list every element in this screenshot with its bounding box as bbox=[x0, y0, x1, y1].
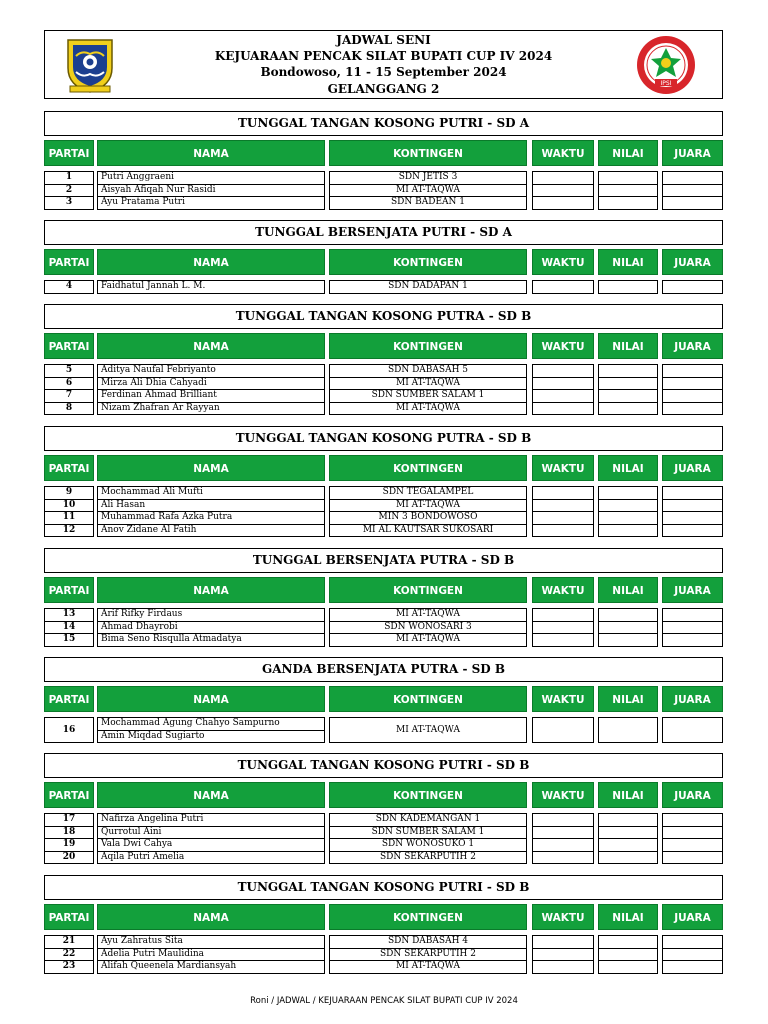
juara-cell bbox=[662, 621, 723, 635]
juara-cell bbox=[662, 280, 723, 294]
column-header-kontingen: KONTINGEN bbox=[329, 140, 527, 166]
column-header-partai: PARTAI bbox=[44, 455, 94, 481]
nilai-cell bbox=[598, 364, 658, 378]
athlete-name: Anov Zidane Al Fatih bbox=[97, 524, 325, 538]
event-name: KEJUARAAN PENCAK SILAT BUPATI CUP IV 2024 bbox=[214, 49, 553, 63]
nilai-cell bbox=[598, 621, 658, 635]
contingent-name: MI AT-TAQWA bbox=[329, 717, 527, 743]
column-header-juara: JUARA bbox=[662, 686, 723, 712]
nilai-cell bbox=[598, 717, 658, 743]
juara-cell bbox=[662, 717, 723, 743]
juara-cell bbox=[662, 633, 723, 647]
nilai-cell bbox=[598, 948, 658, 962]
partai-number: 19 bbox=[44, 838, 94, 852]
doc-title: JADWAL SENI bbox=[336, 33, 431, 47]
partai-number: 21 bbox=[44, 935, 94, 949]
partai-number: 15 bbox=[44, 633, 94, 647]
column-header-juara: JUARA bbox=[662, 455, 723, 481]
partai-number: 7 bbox=[44, 389, 94, 403]
column-header-partai: PARTAI bbox=[44, 333, 94, 359]
column-header-waktu: WAKTU bbox=[532, 333, 594, 359]
contingent-name: SDN TEGALAMPEL bbox=[329, 486, 527, 500]
partai-number: 23 bbox=[44, 960, 94, 974]
column-header-kontingen: KONTINGEN bbox=[329, 686, 527, 712]
waktu-cell bbox=[532, 813, 594, 827]
column-header-waktu: WAKTU bbox=[532, 686, 594, 712]
contingent-name: MIN 3 BONDOWOSO bbox=[329, 511, 527, 525]
athlete-name: Aqila Putri Amelia bbox=[97, 851, 325, 865]
waktu-cell bbox=[532, 717, 594, 743]
contingent-name: SDN KADEMANGAN 1 bbox=[329, 813, 527, 827]
column-header-nilai: NILAI bbox=[598, 249, 658, 275]
juara-cell bbox=[662, 499, 723, 513]
page-footer: Roni / JADWAL / KEJUARAAN PENCAK SILAT BUPATI CUP IV 2024 bbox=[250, 996, 518, 1006]
contingent-name: SDN DABASAH 5 bbox=[329, 364, 527, 378]
waktu-cell bbox=[532, 960, 594, 974]
column-header-kontingen: KONTINGEN bbox=[329, 455, 527, 481]
waktu-cell bbox=[532, 633, 594, 647]
juara-cell bbox=[662, 524, 723, 538]
ipsi-logo-text: IPSI bbox=[660, 80, 672, 87]
column-header-kontingen: KONTINGEN bbox=[329, 904, 527, 930]
partai-number: 14 bbox=[44, 621, 94, 635]
athlete-name: Aisyah Afiqah Nur Rasidi bbox=[97, 184, 325, 198]
document-header bbox=[44, 30, 723, 99]
nilai-cell bbox=[598, 389, 658, 403]
athlete-name: Ayu Pratama Putri bbox=[97, 196, 325, 210]
athlete-name: Muhammad Rafa Azka Putra bbox=[97, 511, 325, 525]
athlete-name: Ahmad Dhayrobi bbox=[97, 621, 325, 635]
partai-number: 5 bbox=[44, 364, 94, 378]
section-title: TUNGGAL TANGAN KOSONG PUTRI - SD B bbox=[44, 875, 723, 900]
contingent-name: MI AT-TAQWA bbox=[329, 608, 527, 622]
nilai-cell bbox=[598, 196, 658, 210]
contingent-name: SDN JETIS 3 bbox=[329, 171, 527, 185]
contingent-name: SDN SUMBER SALAM 1 bbox=[329, 389, 527, 403]
partai-number: 10 bbox=[44, 499, 94, 513]
nilai-cell bbox=[598, 402, 658, 416]
nilai-cell bbox=[598, 486, 658, 500]
column-header-partai: PARTAI bbox=[44, 577, 94, 603]
partai-number: 13 bbox=[44, 608, 94, 622]
column-header-partai: PARTAI bbox=[44, 904, 94, 930]
column-header-nilai: NILAI bbox=[598, 455, 658, 481]
column-header-waktu: WAKTU bbox=[532, 577, 594, 603]
nilai-cell bbox=[598, 524, 658, 538]
column-header-nama: NAMA bbox=[97, 577, 325, 603]
column-header-nilai: NILAI bbox=[598, 333, 658, 359]
waktu-cell bbox=[532, 838, 594, 852]
nilai-cell bbox=[598, 813, 658, 827]
column-header-waktu: WAKTU bbox=[532, 249, 594, 275]
contingent-name: SDN WONOSUKO 1 bbox=[329, 838, 527, 852]
nilai-cell bbox=[598, 511, 658, 525]
column-header-juara: JUARA bbox=[662, 904, 723, 930]
athlete-name: Nafirza Angelina Putri bbox=[97, 813, 325, 827]
column-header-nilai: NILAI bbox=[598, 782, 658, 808]
partai-number: 11 bbox=[44, 511, 94, 525]
column-header-kontingen: KONTINGEN bbox=[329, 249, 527, 275]
juara-cell bbox=[662, 948, 723, 962]
waktu-cell bbox=[532, 524, 594, 538]
nilai-cell bbox=[598, 184, 658, 198]
waktu-cell bbox=[532, 499, 594, 513]
juara-cell bbox=[662, 935, 723, 949]
column-header-nilai: NILAI bbox=[598, 904, 658, 930]
column-header-nama: NAMA bbox=[97, 455, 325, 481]
column-header-kontingen: KONTINGEN bbox=[329, 577, 527, 603]
waktu-cell bbox=[532, 948, 594, 962]
athlete-name: Faidhatul Jannah L. M. bbox=[97, 280, 325, 294]
juara-cell bbox=[662, 511, 723, 525]
contingent-name: MI AT-TAQWA bbox=[329, 402, 527, 416]
waktu-cell bbox=[532, 608, 594, 622]
column-header-juara: JUARA bbox=[662, 577, 723, 603]
column-header-nama: NAMA bbox=[97, 140, 325, 166]
waktu-cell bbox=[532, 171, 594, 185]
juara-cell bbox=[662, 364, 723, 378]
nilai-cell bbox=[598, 838, 658, 852]
partai-number: 1 bbox=[44, 171, 94, 185]
partai-number: 9 bbox=[44, 486, 94, 500]
contingent-name: SDN DABASAH 4 bbox=[329, 935, 527, 949]
column-header-partai: PARTAI bbox=[44, 140, 94, 166]
column-header-nama: NAMA bbox=[97, 782, 325, 808]
section-title: TUNGGAL BERSENJATA PUTRA - SD B bbox=[44, 548, 723, 573]
section-title: GANDA BERSENJATA PUTRA - SD B bbox=[44, 657, 723, 682]
nilai-cell bbox=[598, 499, 658, 513]
column-header-partai: PARTAI bbox=[44, 249, 94, 275]
athlete-name: Adelia Putri Maulidina bbox=[97, 948, 325, 962]
contingent-name: SDN SEKARPUTIH 2 bbox=[329, 948, 527, 962]
athlete-name: Bima Seno Risqulla Atmadatya bbox=[97, 633, 325, 647]
athlete-name: Mochammad Ali Mufti bbox=[97, 486, 325, 500]
waktu-cell bbox=[532, 280, 594, 294]
contingent-name: SDN DADAPAN 1 bbox=[329, 280, 527, 294]
athlete-name: Putri Anggraeni bbox=[97, 171, 325, 185]
column-header-nilai: NILAI bbox=[598, 577, 658, 603]
event-date: Bondowoso, 11 - 15 September 2024 bbox=[260, 65, 507, 79]
waktu-cell bbox=[532, 621, 594, 635]
column-header-nilai: NILAI bbox=[598, 140, 658, 166]
partai-number: 6 bbox=[44, 377, 94, 391]
athlete-name: Ayu Zahratus Sita bbox=[97, 935, 325, 949]
contingent-name: MI AL KAUTSAR SUKOSARI bbox=[329, 524, 527, 538]
column-header-waktu: WAKTU bbox=[532, 455, 594, 481]
contingent-name: SDN WONOSARI 3 bbox=[329, 621, 527, 635]
section-title: TUNGGAL BERSENJATA PUTRI - SD A bbox=[44, 220, 723, 245]
partai-number: 16 bbox=[44, 717, 94, 743]
juara-cell bbox=[662, 377, 723, 391]
juara-cell bbox=[662, 196, 723, 210]
juara-cell bbox=[662, 960, 723, 974]
column-header-kontingen: KONTINGEN bbox=[329, 782, 527, 808]
waktu-cell bbox=[532, 402, 594, 416]
column-header-kontingen: KONTINGEN bbox=[329, 333, 527, 359]
section-title: TUNGGAL TANGAN KOSONG PUTRA - SD B bbox=[44, 304, 723, 329]
partai-number: 3 bbox=[44, 196, 94, 210]
waktu-cell bbox=[532, 184, 594, 198]
partai-number: 2 bbox=[44, 184, 94, 198]
athlete-name: Vala Dwi Cahya bbox=[97, 838, 325, 852]
juara-cell bbox=[662, 826, 723, 840]
juara-cell bbox=[662, 486, 723, 500]
waktu-cell bbox=[532, 377, 594, 391]
arena-name: GELANGGANG 2 bbox=[327, 82, 440, 96]
waktu-cell bbox=[532, 389, 594, 403]
athlete-name: Arif Rifky Firdaus bbox=[97, 608, 325, 622]
section-title: TUNGGAL TANGAN KOSONG PUTRA - SD B bbox=[44, 426, 723, 451]
partai-number: 8 bbox=[44, 402, 94, 416]
contingent-name: SDN SUMBER SALAM 1 bbox=[329, 826, 527, 840]
athlete-name: Aditya Naufal Febriyanto bbox=[97, 364, 325, 378]
ipsi-logo-icon bbox=[635, 34, 697, 96]
column-header-partai: PARTAI bbox=[44, 686, 94, 712]
column-header-nama: NAMA bbox=[97, 686, 325, 712]
column-header-nama: NAMA bbox=[97, 333, 325, 359]
contingent-name: MI AT-TAQWA bbox=[329, 960, 527, 974]
athlete-name: Qurrotul Aini bbox=[97, 826, 325, 840]
column-header-waktu: WAKTU bbox=[532, 140, 594, 166]
partai-number: 22 bbox=[44, 948, 94, 962]
athlete-name: Ferdinan Ahmad Brilliant bbox=[97, 389, 325, 403]
column-header-waktu: WAKTU bbox=[532, 904, 594, 930]
column-header-nama: NAMA bbox=[97, 904, 325, 930]
partai-number: 17 bbox=[44, 813, 94, 827]
contingent-name: MI AT-TAQWA bbox=[329, 499, 527, 513]
juara-cell bbox=[662, 608, 723, 622]
contingent-name: MI AT-TAQWA bbox=[329, 184, 527, 198]
athlete-name: Nizam Zhafran Ar Rayyan bbox=[97, 402, 325, 416]
partai-number: 4 bbox=[44, 280, 94, 294]
column-header-juara: JUARA bbox=[662, 782, 723, 808]
nilai-cell bbox=[598, 633, 658, 647]
contingent-name: MI AT-TAQWA bbox=[329, 633, 527, 647]
athlete-name: Ali Hasan bbox=[97, 499, 325, 513]
nilai-cell bbox=[598, 608, 658, 622]
waktu-cell bbox=[532, 511, 594, 525]
contingent-name: SDN SEKARPUTIH 2 bbox=[329, 851, 527, 865]
partai-number: 20 bbox=[44, 851, 94, 865]
waktu-cell bbox=[532, 826, 594, 840]
column-header-nilai: NILAI bbox=[598, 686, 658, 712]
column-header-nama: NAMA bbox=[97, 249, 325, 275]
juara-cell bbox=[662, 184, 723, 198]
column-header-waktu: WAKTU bbox=[532, 782, 594, 808]
juara-cell bbox=[662, 851, 723, 865]
waktu-cell bbox=[532, 196, 594, 210]
athlete-name: Mirza Ali Dhia Cahyadi bbox=[97, 377, 325, 391]
column-header-juara: JUARA bbox=[662, 333, 723, 359]
nilai-cell bbox=[598, 935, 658, 949]
nilai-cell bbox=[598, 960, 658, 974]
partai-number: 18 bbox=[44, 826, 94, 840]
juara-cell bbox=[662, 389, 723, 403]
contingent-name: SDN BADEAN 1 bbox=[329, 196, 527, 210]
juara-cell bbox=[662, 171, 723, 185]
athlete-name: Alifah Queenela Mardiansyah bbox=[97, 960, 325, 974]
athlete-name: Mochammad Agung Chahyo Sampurno bbox=[97, 717, 325, 731]
waktu-cell bbox=[532, 364, 594, 378]
column-header-juara: JUARA bbox=[662, 249, 723, 275]
column-header-juara: JUARA bbox=[662, 140, 723, 166]
juara-cell bbox=[662, 402, 723, 416]
waktu-cell bbox=[532, 851, 594, 865]
partai-number: 12 bbox=[44, 524, 94, 538]
athlete-name: Amin Miqdad Sugiarto bbox=[97, 730, 325, 744]
waktu-cell bbox=[532, 486, 594, 500]
juara-cell bbox=[662, 813, 723, 827]
nilai-cell bbox=[598, 826, 658, 840]
column-header-partai: PARTAI bbox=[44, 782, 94, 808]
nilai-cell bbox=[598, 377, 658, 391]
section-title: TUNGGAL TANGAN KOSONG PUTRI - SD B bbox=[44, 753, 723, 778]
nilai-cell bbox=[598, 280, 658, 294]
juara-cell bbox=[662, 838, 723, 852]
section-title: TUNGGAL TANGAN KOSONG PUTRI - SD A bbox=[44, 111, 723, 136]
nilai-cell bbox=[598, 851, 658, 865]
contingent-name: MI AT-TAQWA bbox=[329, 377, 527, 391]
nilai-cell bbox=[598, 171, 658, 185]
waktu-cell bbox=[532, 935, 594, 949]
